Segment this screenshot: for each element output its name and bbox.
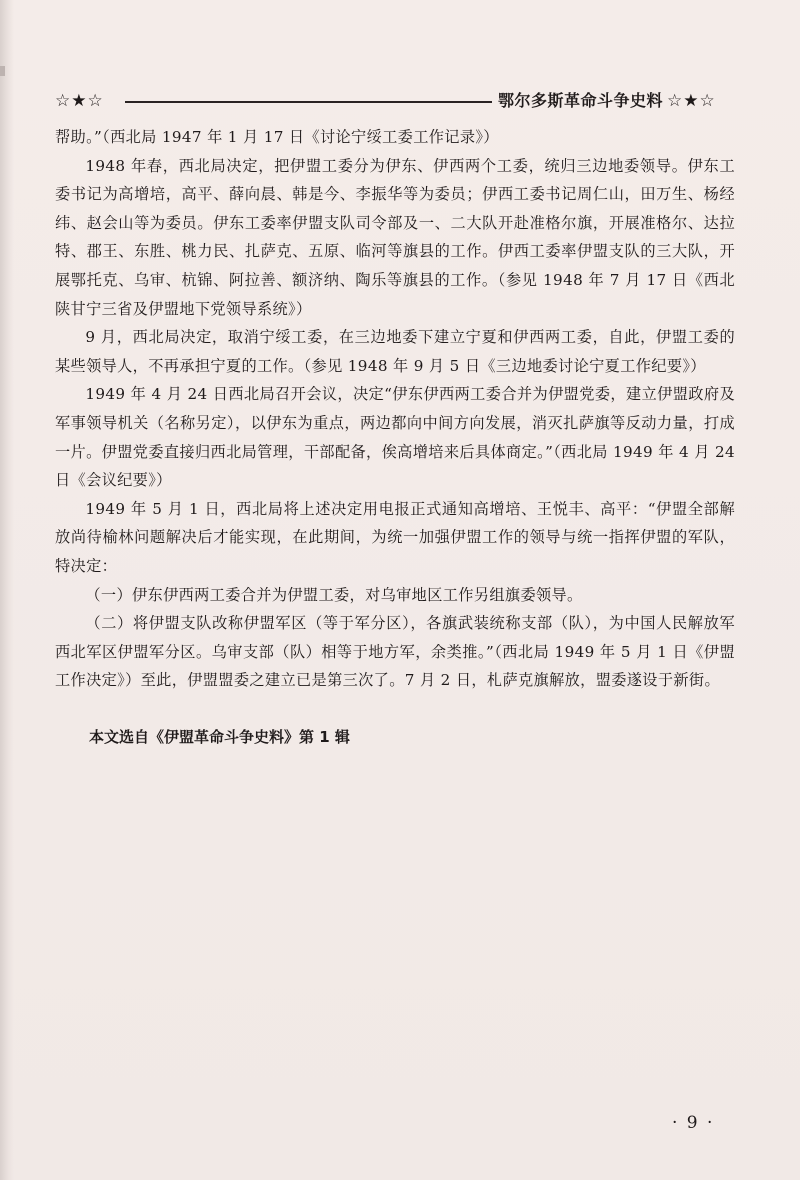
paragraph-1948-spring: 1948 年春，西北局决定，把伊盟工委分为伊东、伊西两个工委，统归三边地委领导。伊东工委书记为高增培，高平、薛向晨、韩是今、李振华等为委员；伊西工委书记周仁山，田万生、杨经纬、赵会山等为委员。伊东工委率伊盟支队司令部及一、二大队开赴准格尔旗，开展准格尔、达拉特、郡王、东胜、桃力民、扎萨克、五原、临河等旗县的工作。伊西工委率伊盟支队的三大队，开展鄂托克、乌审、杭锦、阿拉善、额济纳、陶乐等旗县的工作。（参见 1948 年 7 月 17 日《西北陕甘宁三省及伊盟地下党领导系统》）	[55, 156, 735, 318]
paragraph-continuation: 帮助。”（西北局 1947 年 1 月 17 日《讨论宁绥工委工作记录》）	[55, 128, 499, 146]
header-stars-right: ☆★☆	[667, 91, 716, 111]
paragraph-item-1: （一）伊东伊西两工委合并为伊盟工委，对乌审地区工作另组旗委领导。	[85, 585, 583, 604]
page-binding-shadow	[0, 0, 14, 1180]
paragraph-1949-may: 1949 年 5 月 1 日，西北局将上述决定用电报正式通知高增培、王悦丰、高平：“伊盟全部解放尚待榆林问题解决后才能实现，在此期间，为统一加强伊盟工作的领导与统一指挥伊盟的军队，特决定：	[55, 499, 735, 575]
main-text	[55, 123, 735, 751]
paragraph-september: 9 月，西北局决定，取消宁绥工委，在三边地委下建立宁夏和伊西两工委，自此，伊盟工委的某些领导人，不再承担宁夏的工作。（参见 1948 年 9 月 5 日《三边地委讨论宁夏工作纪要》）	[55, 328, 735, 375]
header-rule	[125, 101, 492, 103]
header-stars-left: ☆★☆	[55, 91, 104, 111]
running-header	[55, 90, 730, 112]
header-title: 鄂尔多斯革命斗争史料	[498, 91, 664, 110]
paragraph-1949-april: 1949 年 4 月 24 日西北局召开会议，决定“伊东伊西两工委合并为伊盟党委，建立伊盟政府及军事领导机关（名称另定），以伊东为重点，两边都向中间方向发展，消灭扎萨旗等反动力量，打成一片。伊盟党委直接归西北局管理，干部配备，俟高增培来后具体商定。”（西北局 1949 年 4 月 24 日《会议纪要》）	[55, 385, 735, 490]
source-note: 本文选自《伊盟革命斗争史料》第 1 辑	[89, 727, 350, 746]
page-number: · 9 ·	[672, 1113, 715, 1133]
page-edge-mark	[0, 66, 5, 76]
paragraph-item-2: （二）将伊盟支队改称伊盟军区（等于军分区），各旗武装统称支部（队），为中国人民解放军西北军区伊盟军分区。乌审支部（队）相等于地方军，余类推。”（西北局 1949 年 5 月 1 日《伊盟工作决定》）至此，伊盟盟委之建立已是第三次了。7 月 2 日，札萨克旗解放，盟委遂设于新街。	[55, 614, 735, 690]
